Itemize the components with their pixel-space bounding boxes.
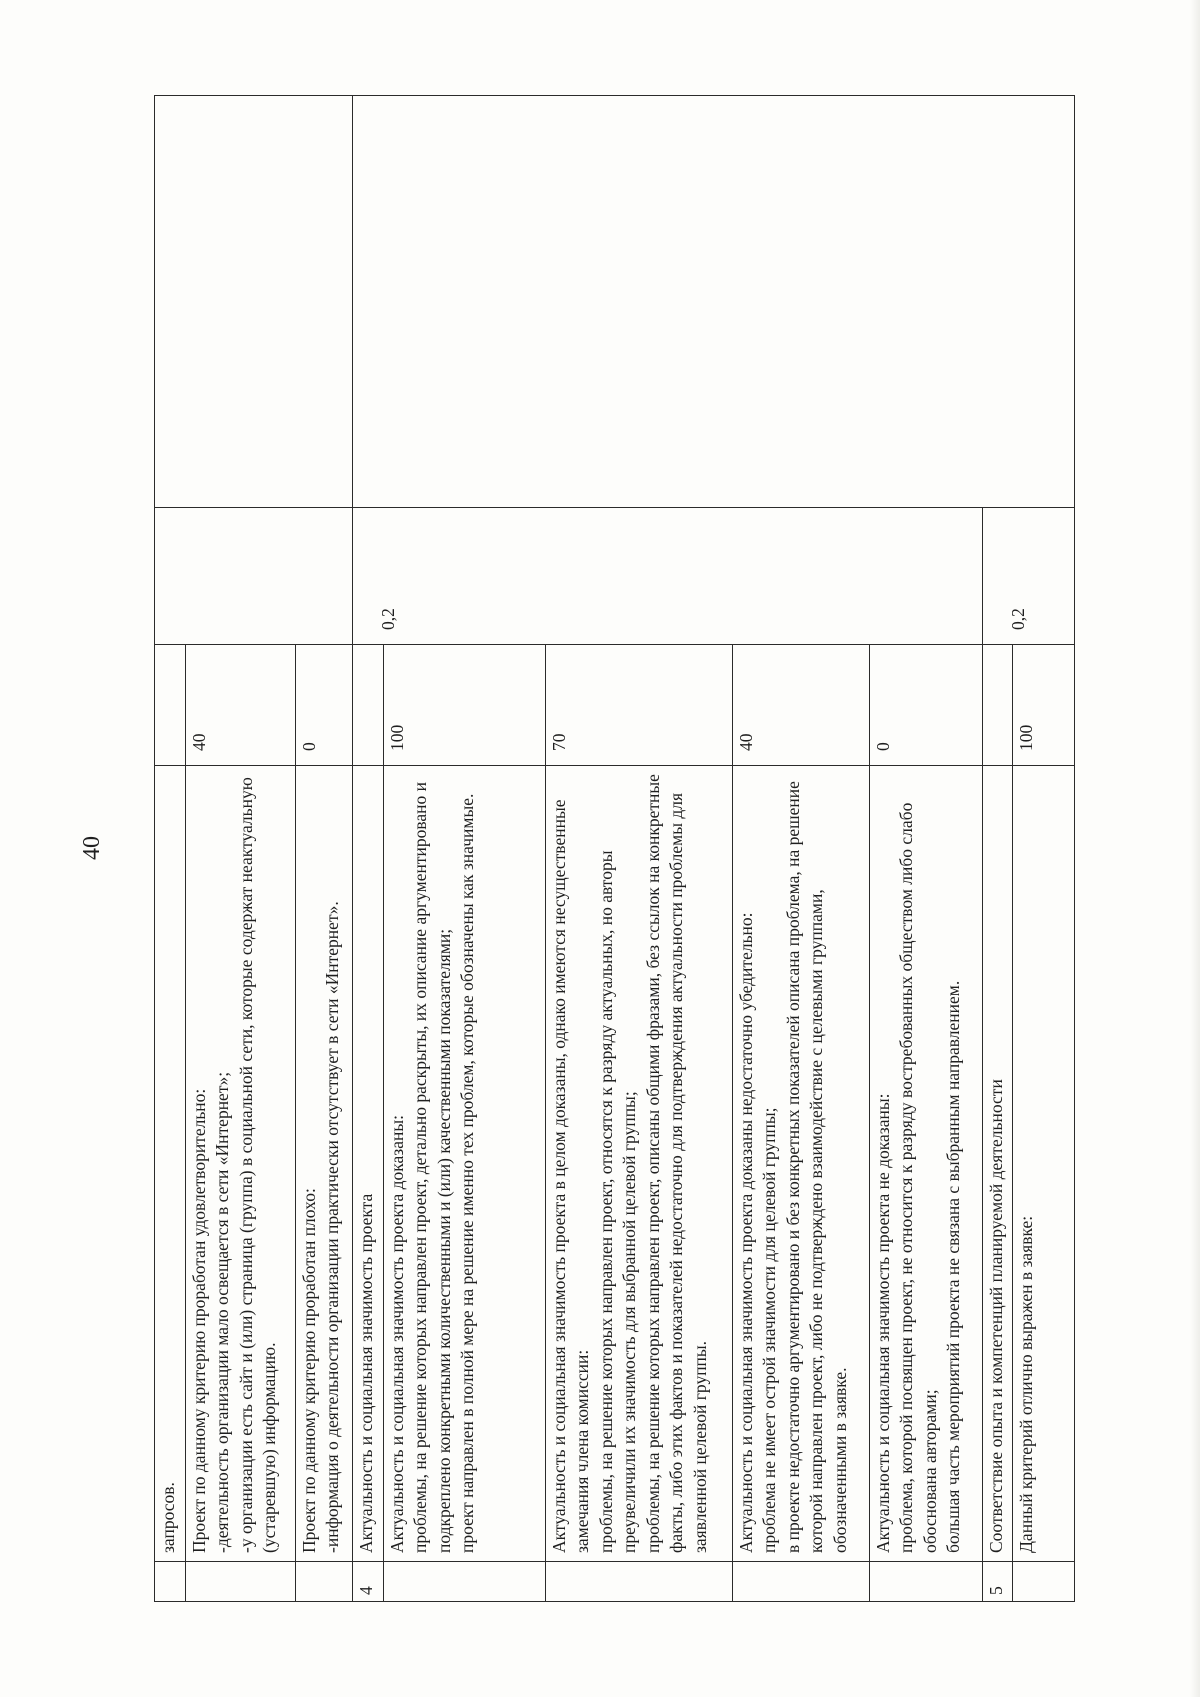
criterion-text-line: -информация о деятельности организации практически отсутствует в сети «Интернет». (322, 901, 343, 1553)
number-cell (186, 1562, 296, 1602)
criterion-text-line: Актуальность и социальная значимость проекта в целом доказаны, однако имеются несущественные замечания члена комиссии: (549, 799, 593, 1553)
criterion-text-cell (186, 766, 296, 1562)
criterion-text-line: Проект по данному критерию проработан плохо: (299, 1188, 319, 1553)
weight-cell (155, 508, 353, 645)
scan-edge-shadow (1190, 0, 1200, 1697)
criterion-text-line: Актуальность и социальная значимость проекта не доказаны: (873, 1093, 893, 1553)
number-cell (870, 1562, 983, 1602)
criterion-text-cell (296, 766, 353, 1562)
score-cell: 0 (296, 645, 353, 766)
criterion-text-line: проблема не имеет острой значимости для целевой группы; (759, 1107, 780, 1553)
criterion-number: 5 (983, 1562, 1013, 1602)
criterion-text-line: проблемы, на решение которых направлен проект, относятся к разряду актуальных, но авторы преувеличили их значимость для выбранной целевой группы; (595, 850, 640, 1553)
score-cell: 40 (186, 645, 296, 766)
page-number: 40 (79, 836, 105, 860)
criterion-text-line: -деятельность организации мало освещается в сети «Интернет»; (212, 1071, 233, 1553)
criterion-title: Соответствие опыта и компетенций планируемой деятельности (986, 1079, 1006, 1553)
score-cell: 0 (870, 645, 983, 766)
criterion-text-line: Актуальность и социальная значимость проекта доказаны: (387, 1115, 407, 1553)
criterion-number: 4 (353, 1562, 384, 1602)
number-cell (1013, 1562, 1075, 1602)
criterion-text-cell (155, 766, 186, 1562)
criterion-text-line: проблема, которой посвящен проект, не относится к разряду востребованных обществом либо слабо обоснована авторами; (896, 802, 940, 1553)
score-cell: 100 (1013, 645, 1075, 766)
score-cell (155, 645, 186, 766)
score-cell (983, 645, 1013, 766)
criterion-text-cell (384, 766, 546, 1562)
table-row (155, 96, 186, 1602)
criterion-text-line: -у организации есть сайт и (или) страница (группа) в социальной сети, которые содержат неактуальную (устаревшую) информацию. (235, 777, 280, 1553)
score-cell: 40 (733, 645, 870, 766)
criterion-text-cell (733, 766, 870, 1562)
score-cell: 100 (384, 645, 546, 766)
weight-cell: 0,2 (353, 508, 983, 645)
number-cell (384, 1562, 546, 1602)
criterion-title-cell (353, 766, 384, 1562)
criterion-text-cell (870, 766, 983, 1562)
criterion-text-line: большая часть мероприятий проекта не связана с выбранным направлением. (943, 980, 964, 1553)
table-row (353, 96, 384, 1602)
rotated-criteria-table-container (154, 96, 1058, 1602)
criteria-table (154, 95, 1075, 1602)
criterion-title-cell (983, 766, 1013, 1562)
criterion-text-line: проблемы, на решение которых направлен проект, детально раскрыты, их описание аргументировано и подкреплено конкретными количественными и (или) качественными показателями; (410, 781, 454, 1553)
number-cell (733, 1562, 870, 1602)
criterion-text-cell (1013, 766, 1075, 1562)
criterion-text: Данный критерий отлично выражен в заявке: (1016, 1215, 1037, 1553)
number-cell (296, 1562, 353, 1602)
number-cell (155, 1562, 186, 1602)
number-cell (546, 1562, 733, 1602)
criterion-text: запросов. (158, 1482, 178, 1553)
criterion-text-cell (546, 766, 733, 1562)
score-cell (353, 645, 384, 766)
weight-cell: 0,2 (983, 508, 1075, 645)
criterion-text-line: Проект по данному критерию проработан удовлетворительно: (189, 1088, 209, 1553)
criterion-title: Актуальность и социальная значимость проекта (356, 1193, 376, 1553)
criterion-text-line: Актуальность и социальная значимость проекта доказаны недостаточно убедительно: (736, 912, 756, 1553)
empty-cell (155, 96, 353, 508)
criterion-text-line: в проекте недостаточно аргументировано и без конкретных показателей описана проблема, на решение которой направлен проект, либо не подтверждено взаимодействие с целевыми группами, обозначенными в заявке. (782, 781, 850, 1553)
empty-cell (353, 96, 1075, 508)
criterion-text-line: проект направлен в полной мере на решение именно тех проблем, которые обозначены как значимые. (457, 793, 478, 1553)
criterion-text-line: проблемы, на решение которых направлен проект, описаны общими фразами, без ссылок на конкретные факты, либо этих фактов и показателей недостаточно для подтверждения актуальности проблемы для заявленной целевой группы. (642, 774, 710, 1553)
score-cell: 70 (546, 645, 733, 766)
